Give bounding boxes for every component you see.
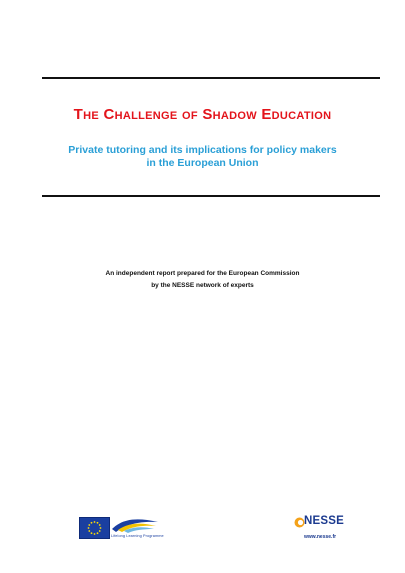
eu-flag-icon (79, 517, 110, 539)
bottom-rule (42, 195, 380, 197)
description-line-2: by the NESSE network of experts (151, 282, 254, 289)
lifelong-learning-caption: Lifelong Learning Programme (111, 534, 164, 538)
nesse-logo-text: NESSE (304, 515, 344, 527)
report-subtitle (0, 144, 405, 170)
nesse-logo (294, 515, 344, 531)
nesse-url: www.nesse.fr (304, 534, 337, 540)
subtitle-line-2: in the European Union (146, 157, 259, 169)
report-description (0, 268, 405, 292)
report-title: The Challenge of Shadow Education (73, 106, 332, 123)
top-rule (42, 77, 380, 79)
subtitle-line-1: Private tutoring and its implications for policy makers (68, 144, 337, 156)
description-line-1: An independent report prepared for the European Commission (105, 270, 300, 277)
